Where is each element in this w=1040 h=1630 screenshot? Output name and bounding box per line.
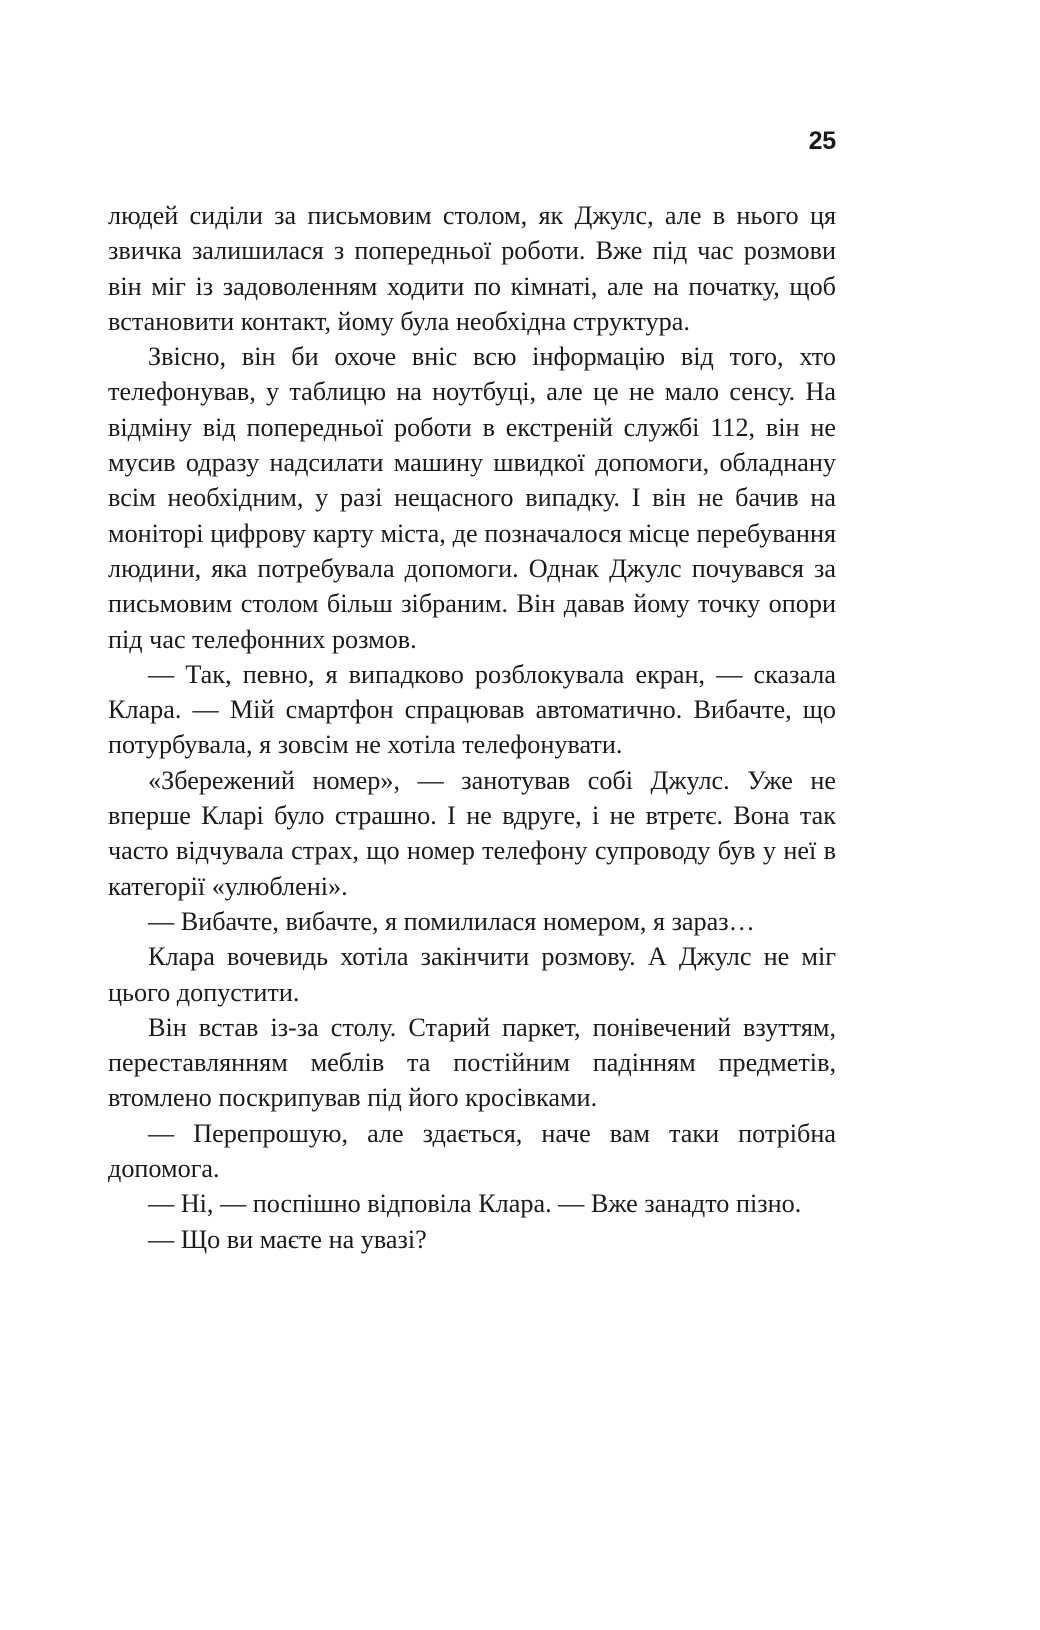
paragraph-dialogue-5: — Що ви маєте на увазі? (148, 1224, 427, 1254)
paragraph-continuation: людей сиділи за письмовим столом, як Джулс, але в нього ця звичка залишилася з попередньої роботи. Вже під час розмови він міг із задоволенням ходити по кімнаті, але на початку, щоб встановити контакт, йому була необхідна структура. (108, 201, 836, 336)
paragraph-narrative-2: «Збережений номер», — занотував собі Джулс. Уже не вперше Кларі було страшно. І не вдруге, і не втретє. Вона так часто відчувала страх, що номер телефону супроводу був у неї в категорії «улюблені». (108, 765, 836, 901)
paragraph-dialogue-1: — Так, певно, я випадково розблокувала екран, — сказала Клара. — Мій смартфон спрацював автоматично. Вибачте, що потурбувала, я зовсім не хотіла телефонувати. (108, 659, 836, 760)
page-number: 25 (808, 127, 836, 155)
paragraph-narrative-4: Він встав із-за столу. Старий паркет, понівечений взуттям, переставлянням меблів та постійним падінням предметів, втомлено поскрипував під його кросівками. (108, 1012, 836, 1113)
paragraph-narrative-3: Клара вочевидь хотіла закінчити розмову. А Джулс не міг цього допустити. (108, 942, 836, 1007)
paragraph-narrative-1: Звісно, він би охоче вніс всю інформацію від того, хто телефонував, у таблицю на ноутбуці, але це не мало сенсу. На відміну від попередньої роботи в екстреній службі 112, він не мусив одразу надсилати машину швидкої допомоги, обладнану всім необхідним, у разі нещасного випадку. І він не бачив на моніторі цифрову карту міста, де позначалося місце перебування людини, яка потребувала допомоги. Однак Джулс почувався за письмовим столом більш зібраним. Він давав йому точку опори під час телефонних розмов. (108, 342, 836, 654)
paragraph-dialogue-4: — Ні, — поспішно відповіла Клара. — Вже занадто пізно. (148, 1189, 802, 1219)
body-text-block (108, 198, 836, 1257)
paragraph-dialogue-3: — Перепрошую, але здається, наче вам таки потрібна допомога. (108, 1118, 836, 1184)
paragraph-dialogue-2: — Вибачте, вибачте, я помилилася номером, я зараз… (148, 906, 755, 936)
